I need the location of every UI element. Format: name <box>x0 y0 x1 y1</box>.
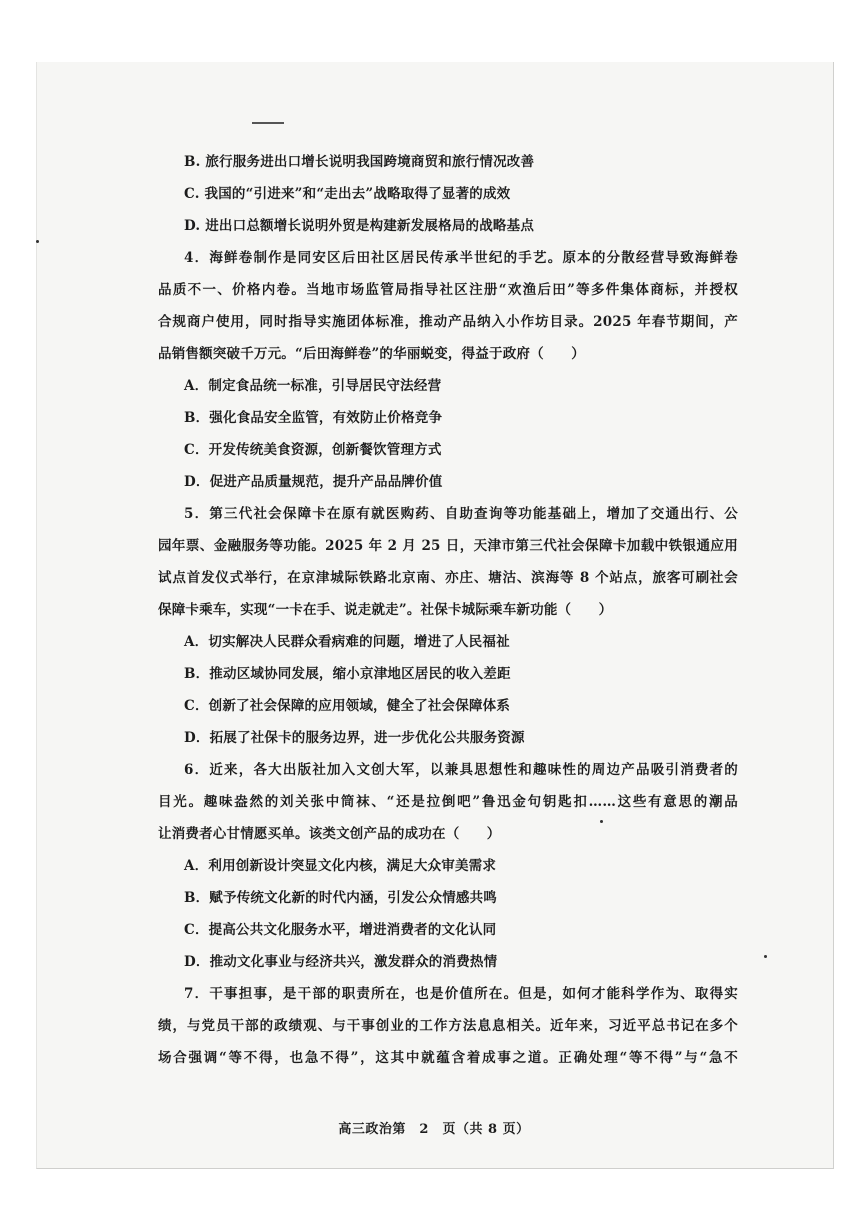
q7-stem-line: 绩，与党员干部的政绩观、与干事创业的工作方法息息相关。近年来，习近平总书记在多个 <box>158 1018 738 1034</box>
q3-option-d: D. 进出口总额增长说明外贸是构建新发展格局的战略基点 <box>184 218 535 234</box>
q7-stem-line: 场合强调“等不得，也急不得”，这其中就蕴含着成事之道。正确处理“等不得”与“急不 <box>158 1050 738 1066</box>
q6-stem-line: 目光。趣味盎然的刘关张中筒袜、“还是拉倒吧”鲁迅金句钥匙扣……这些有意思的潮品 <box>158 794 738 810</box>
q5-stem-line: 园年票、金融服务等功能。2025 年 2 月 25 日，天津市第三代社会保障卡加载中铁银通应用 <box>158 538 738 554</box>
q5-option-c: C．创新了社会保障的应用领域，健全了社会保障体系 <box>184 698 511 714</box>
q6-stem-line: 让消费者心甘情愿买单。该类文创产品的成功在（ ） <box>158 826 501 842</box>
q4-stem-line: 品质不一、价格内卷。当地市场监管局指导社区注册“欢渔后田”等多件集体商标，并授权 <box>158 282 738 298</box>
q6-option-b: B．赋予传统文化新的时代内涵，引发公众情感共鸣 <box>184 890 498 906</box>
q6-option-a: A．利用创新设计突显文化内核，满足大众审美需求 <box>184 858 497 874</box>
scan-speck <box>764 955 767 958</box>
q5-option-b: B．推动区域协同发展，缩小京津地区居民的收入差距 <box>184 666 511 682</box>
q4-option-d: D．促进产品质量规范，提升产品品牌价值 <box>184 474 443 490</box>
exam-content <box>158 146 738 1074</box>
q7-stem-line: 7．干事担事，是干部的职责所在，也是价值所在。但是，如何才能科学作为、取得实 <box>184 986 738 1002</box>
q5-stem-line: 5．第三代社会保障卡在原有就医购药、自助查询等功能基础上，增加了交通出行、公 <box>184 506 738 522</box>
q5-stem-line: 试点首发仪式举行，在京津城际铁路北京南、亦庄、塘沽、滨海等 8 个站点，旅客可刷社会 <box>158 570 738 586</box>
q4-stem-line: 合规商户使用，同时指导实施团体标准，推动产品纳入小作坊目录。2025 年春节期间，产 <box>158 314 738 330</box>
page-footer: 高三政治第 2 页（共 8 页） <box>338 1122 530 1137</box>
q3-option-c: C. 我国的“引进来”和“走出去”战略取得了显著的成效 <box>184 186 511 202</box>
scan-mark <box>252 122 284 124</box>
q4-option-c: C．开发传统美食资源，创新餐饮管理方式 <box>184 442 442 458</box>
q6-option-d: D．推动文化事业与经济共兴，激发群众的消费热情 <box>184 954 498 970</box>
q6-option-c: C．提高公共文化服务水平，增进消费者的文化认同 <box>184 922 497 938</box>
q4-stem-line: 品销售额突破千万元。“后田海鲜卷”的华丽蜕变，得益于政府（ ） <box>158 346 585 362</box>
q5-option-d: D．拓展了社保卡的服务边界，进一步优化公共服务资源 <box>184 730 525 746</box>
q4-stem-line: 4．海鲜卷制作是同安区后田社区居民传承半世纪的手艺。原本的分散经营导致海鲜卷 <box>184 250 738 266</box>
q4-option-a: A．制定食品统一标准，引导居民守法经营 <box>184 378 442 394</box>
scan-speck <box>36 240 39 243</box>
q5-option-a: A．切实解决人民群众看病难的问题，增进了人民福祉 <box>184 634 510 650</box>
q5-stem-line: 保障卡乘车，实现“一卡在手、说走就走”。社保卡城际乘车新功能（ ） <box>158 602 613 618</box>
q3-option-b: B. 旅行服务进出口增长说明我国跨境商贸和旅行情况改善 <box>184 154 535 170</box>
q4-option-b: B．强化食品安全监管，有效防止价格竞争 <box>184 410 443 426</box>
q6-stem-line: 6．近来，各大出版社加入文创大军，以兼具思想性和趣味性的周边产品吸引消费者的 <box>184 762 738 778</box>
